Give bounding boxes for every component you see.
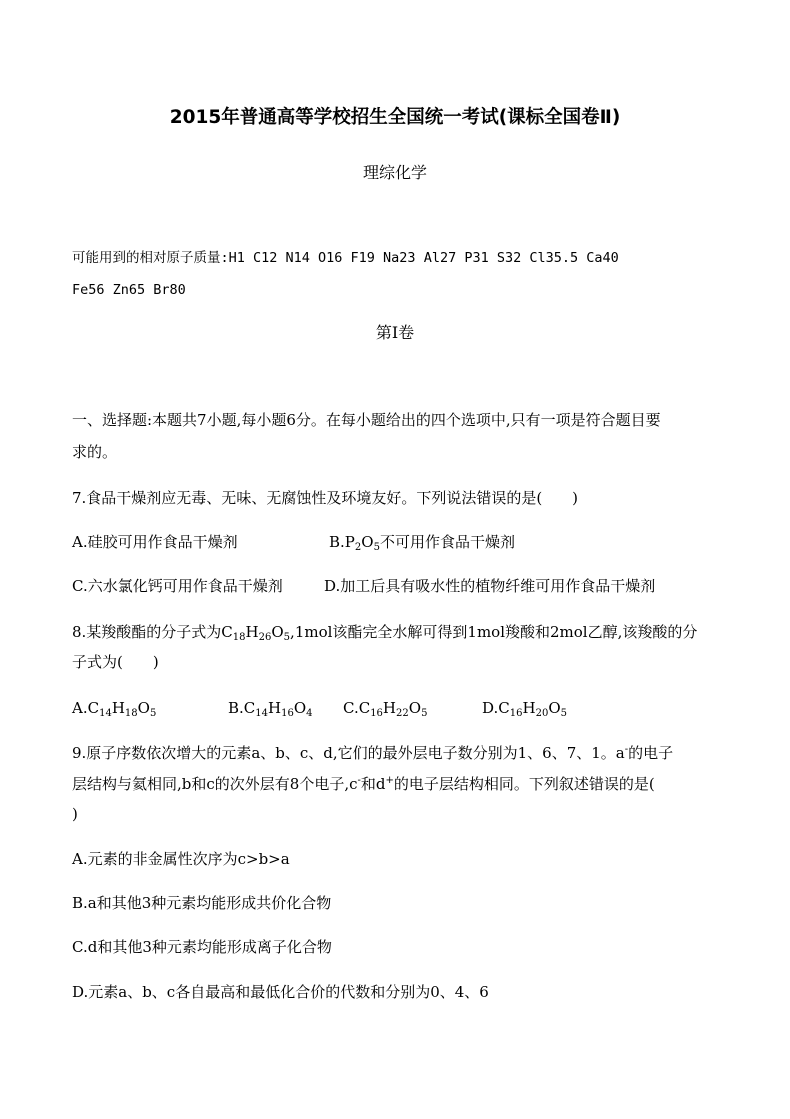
question-7-option-c: C.六水氯化钙可用作食品干燥剂 <box>72 577 283 595</box>
question-9-option-b: B.a和其他3种元素均能形成共价化合物 <box>72 894 332 912</box>
atomic-masses-text: 可能用到的相对原子质量:H1 C12 N14 O16 F19 Na23 Al27 P31 S32 Cl35.5 Ca40 <box>72 250 619 266</box>
question-8-option-b: $B.C_{14}H_{16}O_4$ <box>228 699 313 719</box>
question-9-option-a: A.元素的非金属性次序为c>b>a <box>72 850 290 868</box>
section-intro-line1: 一、选择题:本题共7小题,每小题6分。在每小题给出的四个选项中,只有一项是符合题目要 <box>72 411 661 429</box>
question-7-option-b: $B.P_2O_5$不可用作食品干燥剂 <box>329 533 515 553</box>
question-8-stem-line1: 8.某羧酸酯的分子式为$C_{18}H_{26}O_5,1mol$该酯完全水解可得到1mol羧酸和2mol乙醇,该羧酸的分 <box>72 623 698 643</box>
question-9-stem-line3: ) <box>72 805 78 823</box>
question-8-option-a: $A.C_{14}H_{18}O_5$ <box>72 699 157 719</box>
question-7-option-a: A.硅胶可用作食品干燥剂 <box>72 533 238 551</box>
question-8-option-d: $D.C_{16}H_{20}O_5$ <box>482 699 567 719</box>
exam-title: 2015年普通高等学校招生全国统一考试(课标全国卷Ⅱ) <box>169 107 621 128</box>
question-9-stem-line1: 9.原子序数依次增大的元素a、b、c、d,它们的最外层电子数分别为1、6、7、1。a-的电子 <box>72 744 674 762</box>
question-8-option-c: $C.C_{16}H_{22}O_5$ <box>343 699 428 719</box>
question-8-stem-line2: 子式为( ) <box>72 653 159 671</box>
atomic-masses-line1 <box>72 247 619 268</box>
question-9-option-d: D.元素a、b、c各自最高和最低化合价的代数和分别为0、4、6 <box>72 983 489 1001</box>
volume-heading: 第Ⅰ卷 <box>375 323 415 342</box>
question-7-option-d: D.加工后具有吸水性的植物纤维可用作食品干燥剂 <box>324 577 656 595</box>
question-9-stem-line2: 层结构与氦相同,b和c的次外层有8个电子,c-和d+的电子层结构相同。下列叙述错误的是( <box>72 775 655 793</box>
atomic-masses-text: Fe56 Zn65 Br80 <box>72 282 186 298</box>
question-9-option-c: C.d和其他3种元素均能形成离子化合物 <box>72 938 332 956</box>
question-7-stem: 7.食品干燥剂应无毒、无味、无腐蚀性及环境友好。下列说法错误的是( ) <box>72 489 579 507</box>
section-intro-line2: 求的。 <box>72 443 118 461</box>
exam-subtitle: 理综化学 <box>362 163 427 182</box>
atomic-masses-line2 <box>72 279 186 300</box>
